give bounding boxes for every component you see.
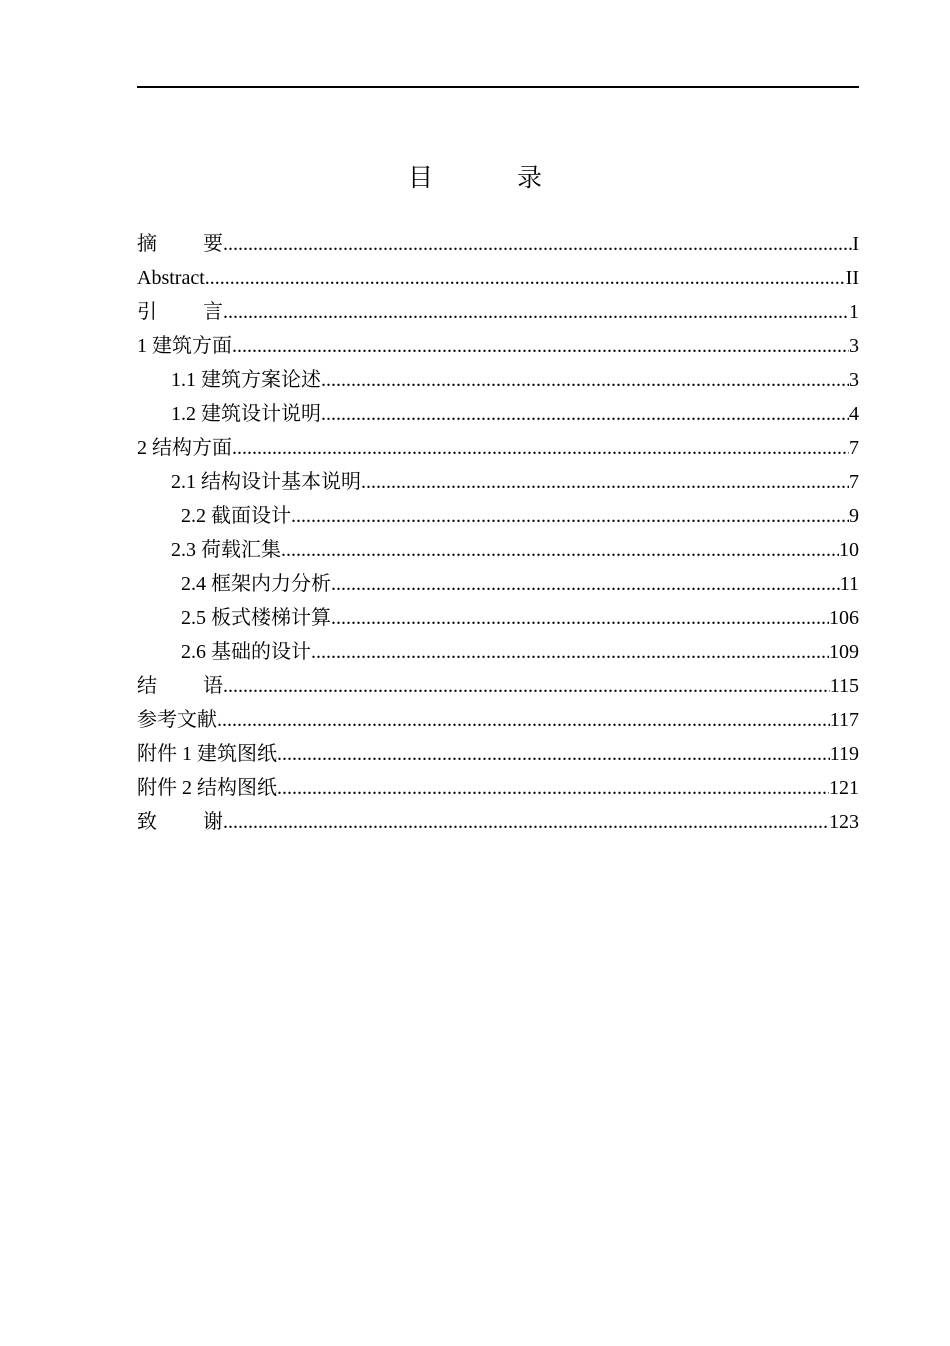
toc-dot-leader	[331, 601, 829, 635]
toc-entry-page-number: 3	[849, 369, 859, 391]
toc-entry[interactable]	[137, 261, 859, 295]
toc-dot-leader	[361, 465, 849, 499]
toc-entry-label: 2.5 板式楼梯计算	[181, 607, 331, 629]
toc-dot-leader	[277, 771, 829, 805]
toc-dot-leader	[232, 329, 849, 363]
toc-dot-leader	[291, 499, 849, 533]
toc-entry-label: 致谢	[137, 811, 223, 833]
toc-entry-page-number: 1	[849, 301, 859, 323]
toc-entry-page-number: 9	[849, 505, 859, 527]
toc-entry-page-number: 3	[849, 335, 859, 357]
toc-dot-leader	[331, 567, 840, 601]
toc-dot-leader	[205, 261, 846, 295]
table-of-contents	[137, 227, 859, 839]
toc-entry-label: 2.2 截面设计	[181, 505, 291, 527]
toc-dot-leader	[321, 397, 849, 431]
toc-dot-leader	[217, 703, 830, 737]
header-rule	[137, 86, 859, 88]
toc-entry[interactable]	[137, 805, 859, 839]
toc-entry[interactable]	[137, 465, 859, 499]
toc-entry[interactable]	[137, 533, 859, 567]
toc-entry-page-number: I	[852, 233, 859, 255]
toc-entry[interactable]	[137, 295, 859, 329]
toc-entry-page-number: 121	[829, 777, 859, 799]
toc-entry[interactable]	[137, 669, 859, 703]
toc-entry[interactable]	[137, 601, 859, 635]
toc-entry[interactable]	[137, 771, 859, 805]
toc-entry[interactable]	[137, 329, 859, 363]
toc-entry[interactable]	[137, 397, 859, 431]
toc-entry-label: 2 结构方面	[137, 437, 232, 459]
toc-entry-page-number: 11	[839, 573, 859, 595]
toc-entry[interactable]	[137, 431, 859, 465]
page-title: 目 录	[408, 163, 580, 192]
toc-entry-page-number: 109	[829, 641, 859, 663]
toc-dot-leader	[277, 737, 830, 771]
toc-entry-label: 2.6 基础的设计	[181, 641, 311, 663]
toc-entry-label: Abstract	[137, 267, 205, 289]
toc-entry[interactable]	[137, 635, 859, 669]
toc-entry-label: 1.2 建筑设计说明	[171, 403, 321, 425]
toc-entry-label: 附件 1 建筑图纸	[137, 743, 277, 765]
toc-entry-page-number: 119	[829, 743, 859, 765]
toc-entry-page-number: 115	[829, 675, 859, 697]
toc-entry-page-number: 7	[849, 437, 859, 459]
toc-dot-leader	[223, 805, 829, 839]
toc-dot-leader	[223, 227, 852, 261]
toc-entry-label: 1 建筑方面	[137, 335, 232, 357]
toc-dot-leader	[223, 295, 849, 329]
toc-entry-label: 附件 2 结构图纸	[137, 777, 277, 799]
toc-entry[interactable]	[137, 567, 859, 601]
toc-dot-leader	[232, 431, 849, 465]
toc-entry-label: 2.1 结构设计基本说明	[171, 471, 361, 493]
toc-entry-page-number: 4	[849, 403, 859, 425]
toc-entry-page-number: 7	[849, 471, 859, 493]
toc-entry-label: 摘要	[137, 233, 223, 255]
toc-dot-leader	[311, 635, 829, 669]
toc-entry-page-number: 117	[829, 709, 859, 731]
toc-entry[interactable]	[137, 703, 859, 737]
toc-entry-label: 结语	[137, 675, 223, 697]
toc-entry-label: 引言	[137, 301, 223, 323]
toc-entry-page-number: 10	[839, 539, 859, 561]
toc-dot-leader	[281, 533, 839, 567]
toc-entry-label: 1.1 建筑方案论述	[171, 369, 321, 391]
toc-entry[interactable]	[137, 363, 859, 397]
toc-entry-page-number: 106	[829, 607, 859, 629]
toc-entry-page-number: 123	[829, 811, 859, 833]
toc-entry[interactable]	[137, 499, 859, 533]
toc-entry-page-number: II	[845, 267, 859, 289]
toc-entry[interactable]	[137, 227, 859, 261]
toc-entry[interactable]	[137, 737, 859, 771]
toc-entry-label: 2.4 框架内力分析	[181, 573, 331, 595]
toc-dot-leader	[321, 363, 849, 397]
toc-entry-label: 参考文献	[137, 709, 217, 731]
toc-entry-label: 2.3 荷载汇集	[171, 539, 281, 561]
toc-dot-leader	[223, 669, 830, 703]
